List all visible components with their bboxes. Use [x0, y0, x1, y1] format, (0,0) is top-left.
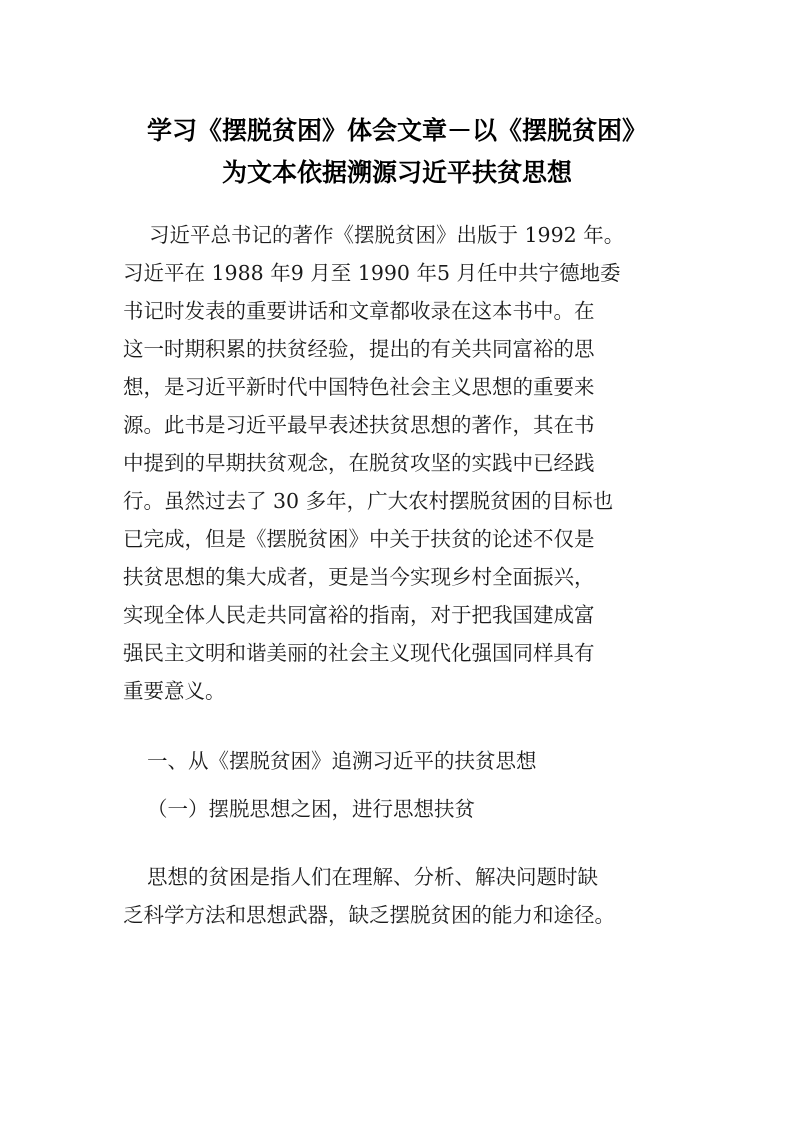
paragraph-1-line: 这一时期积累的扶贫经验，提出的有关共同富裕的思 — [123, 337, 595, 361]
paragraph-1-line: 习近平在 1988 年9 月至 1990 年5 月任中共宁德地委 — [123, 261, 621, 285]
paragraph-1-line: 源。此书是习近平最早表述扶贫思想的著作，其在书 — [123, 413, 595, 437]
paragraph-1-line: 已完成，但是《摆脱贫困》中关于扶贫的论述不仅是 — [123, 527, 595, 551]
paragraph-1-line: 强民主文明和谐美丽的社会主义现代化强国同样具有 — [123, 641, 595, 665]
paragraph-1-line: 行。虽然过去了 30 多年，广大农村摆脱贫困的目标也 — [123, 489, 614, 513]
paragraph-1-line: 习近平总书记的著作《摆脱贫困》出版于 1992 年。 — [149, 223, 625, 247]
paragraph-1-line: 实现全体人民走共同富裕的指南，对于把我国建成富 — [123, 603, 595, 627]
paragraph-2-line: 乏科学方法和思想武器，缺乏摆脱贫困的能力和途径。 — [123, 903, 615, 927]
paragraph-1-line: 扶贫思想的集大成者，更是当今实现乡村全面振兴， — [123, 565, 595, 589]
paragraph-1-line: 重要意义。 — [123, 679, 226, 703]
paragraph-1-line: 想，是习近平新时代中国特色社会主义思想的重要来 — [123, 375, 595, 399]
paragraph-2-line: 思想的贫困是指人们在理解、分析、解决问题时缺 — [147, 865, 598, 889]
section-heading-2: （一）摆脱思想之困，进行思想扶贫 — [147, 797, 475, 821]
paragraph-1-line: 书记时发表的重要讲话和文章都收录在这本书中。在 — [123, 299, 595, 323]
paragraph-1-line: 中提到的早期扶贫观念，在脱贫攻坚的实践中已经践 — [123, 451, 595, 475]
section-heading-1: 一、从《摆脱贫困》追溯习近平的扶贫思想 — [147, 749, 537, 773]
document-title-line-2: 为文本依据溯源习近平扶贫思想 — [221, 158, 572, 187]
document-title-line-1: 学习《摆脱贫困》体会文章－以《摆脱贫困》 — [146, 116, 647, 145]
